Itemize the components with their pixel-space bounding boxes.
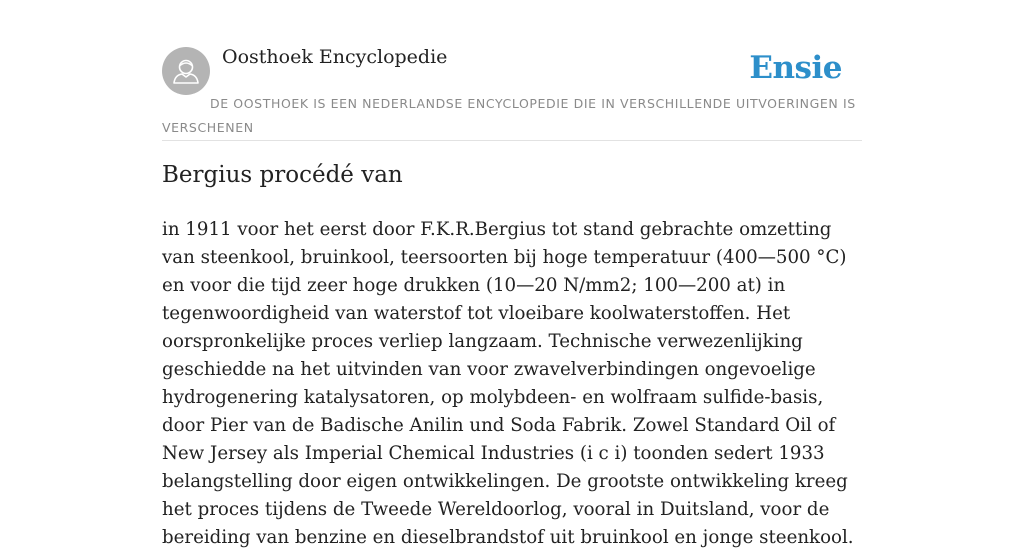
source-name[interactable]: Oosthoek Encyclopedie xyxy=(222,46,448,68)
article-title: Bergius procédé van xyxy=(162,162,403,188)
article-body: in 1911 voor het eerst door F.K.R.Bergius tot stand gebrachte omzetting van steenkool, bruinkool, teersoorten bij hoge temperatuur (400—500 °C) en voor die tijd zeer hoge drukken (10—20 N/mm2; 100—200 at) in tegenwoordigheid van waterstof tot vloeibare koolwaterstoffen. Het oorspronkelijke proces verliep langzaam. Technische verwezenlijking geschiedde na het uitvinden van voor zwavelverbindingen ongevoelige hydrogenering katalysatoren, op molybdeen- en wolfraam sulfide-basis, door Pier van de Badische Anilin und Soda Fabrik. Zowel Standard Oil of New Jersey als Imperial Chemical Industries (i c i) toonden sedert 1933 belangstelling door eigen ontwikkelingen. De grootste ontwikkeling kreeg het proces tijdens de Tweede Wereldoorlog, vooral in Duitsland, voor de bereiding van benzine en dieselbrandstof uit bruinkool en jonge steenkool. xyxy=(162,219,854,548)
source-header xyxy=(162,44,862,141)
source-description: DE OOSTHOEK IS EEN NEDERLANDSE ENCYCLOPEDIE DIE IN VERSCHILLENDE UITVOERINGEN IS VERSCHENEN xyxy=(162,96,856,135)
brand-logo[interactable]: Ensie xyxy=(749,50,842,86)
user-icon[interactable] xyxy=(162,47,210,95)
